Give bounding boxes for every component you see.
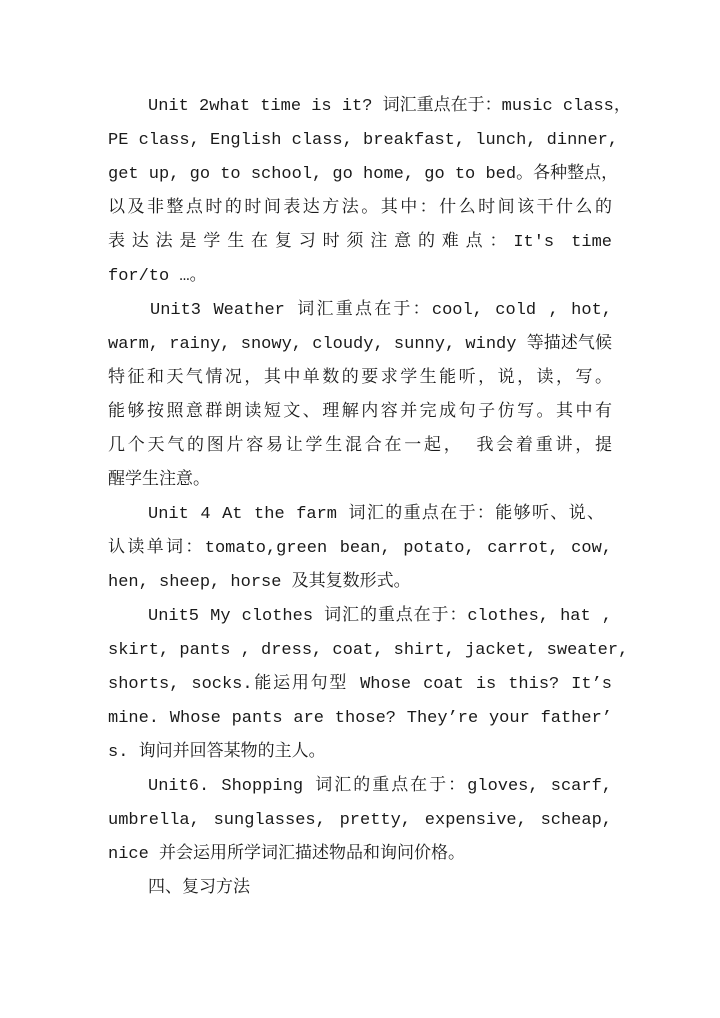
unit5-line-4: mine. Whose pants are those? They’re your father’ xyxy=(108,709,612,728)
unit4-line-1: Unit 4 At the farm 词汇的重点在于：能够听、说、 xyxy=(148,505,604,524)
unit6-line-1: Unit6. Shopping 词汇的重点在于：gloves, scarf, xyxy=(148,777,612,796)
unit2-line-2: PE class, English class, breakfast, lunch, dinner, xyxy=(108,131,619,150)
unit6-line-3: nice 并会运用所学词汇描述物品和询问价格。 xyxy=(108,845,466,864)
unit6-line-2: umbrella, sunglasses, pretty, expensive, scheap, xyxy=(108,811,612,830)
unit2-line-5: 表达法是学生在复习时须注意的难点：It's time xyxy=(108,233,612,252)
unit3-line-2: warm, rainy, snowy, cloudy, sunny, windy 等描述气候 xyxy=(108,335,612,354)
unit4-line-3: hen, sheep, horse 及其复数形式。 xyxy=(108,573,411,592)
unit3-line-6: 醒学生注意。 xyxy=(108,471,210,490)
unit3-line-3: 特征和天气情况，其中单数的要求学生能听，说，读，写。 xyxy=(108,369,612,388)
unit2-line-1: Unit 2what time is it? 词汇重点在于：music class， xyxy=(148,97,631,116)
unit2-line-6: for/to …。 xyxy=(108,267,207,286)
unit3-line-5: 几个天气的图片容易让学生混合在一起， 我会着重讲，提 xyxy=(108,437,612,456)
unit2-line-3: get up, go to school, go home, go to bed。各种整点， xyxy=(108,165,619,184)
unit3-line-4: 能够按照意群朗读短文、理解内容并完成句子仿写。其中有 xyxy=(108,403,612,422)
unit3-line-1: Unit3 Weather 词汇重点在于：cool, cold , hot, xyxy=(150,301,612,320)
section-heading-review-methods: 四、复习方法 xyxy=(148,879,250,898)
unit2-line-4: 以及非整点时的时间表达方法。其中：什么时间该干什么的 xyxy=(108,199,612,218)
unit5-line-5: s. 询问并回答某物的主人。 xyxy=(108,743,326,762)
unit5-line-3: shorts, socks.能运用句型 Whose coat is this? It’s xyxy=(108,675,612,694)
unit4-line-2: 认读单词：tomato,green bean, potato, carrot, cow, xyxy=(108,539,612,558)
unit5-line-1: Unit5 My clothes 词汇的重点在于：clothes, hat , xyxy=(148,607,612,626)
unit5-line-2: skirt, pants , dress, coat, shirt, jacket, sweater, xyxy=(108,641,629,660)
